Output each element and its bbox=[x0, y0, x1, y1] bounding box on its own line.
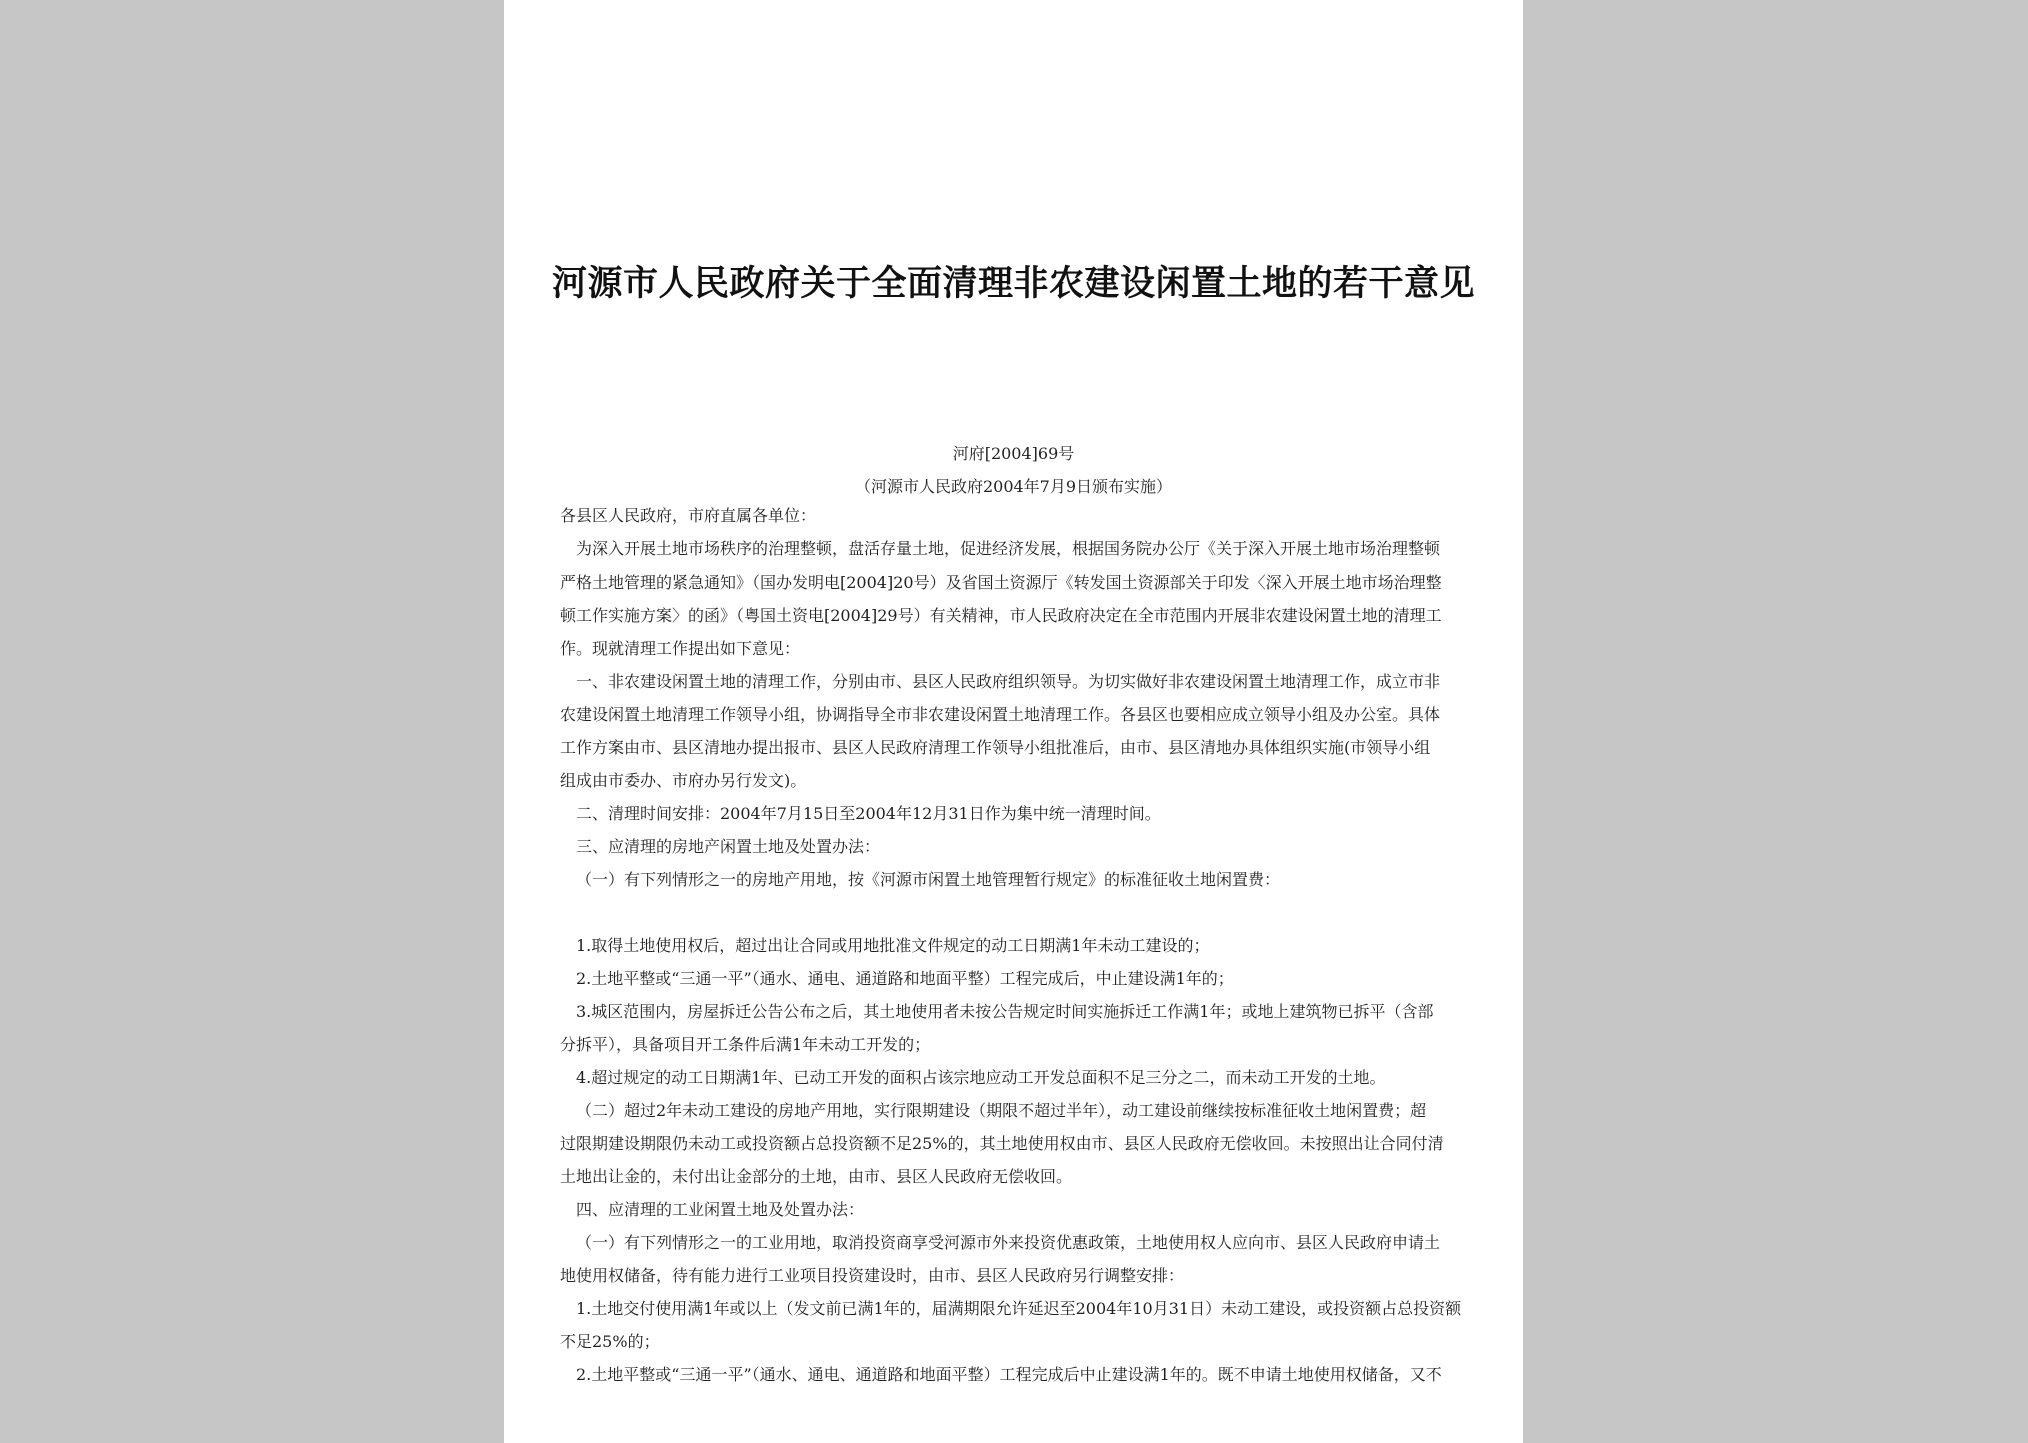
salutation-line: 各县区人民政府，市府直属各单位： bbox=[560, 506, 817, 525]
body-line: 二、清理时间安排：2004年7月15日至2004年12月31日作为集中统一清理时间。 bbox=[576, 804, 1161, 823]
body-line: 2.土地平整或“三通一平”（通水、通电、通道路和地面平整）工程完成后，中止建设满1年的； bbox=[576, 969, 1234, 988]
body-line: 地使用权储备，待有能力进行工业项目投资建设时，由市、县区人民政府另行调整安排： bbox=[560, 1266, 1185, 1285]
body-line: 组成由市委办、市府办另行发文)。 bbox=[560, 771, 807, 790]
document-page bbox=[504, 0, 1523, 1443]
body-line: 2.土地平整或“三通一平”（通水、通电、通道路和地面平整）工程完成后中止建设满1年的。既不申请土地使用权储备，又不 bbox=[576, 1365, 1442, 1384]
body-line: 工作方案由市、县区清地办提出报市、县区人民政府清理工作领导小组批准后，由市、县区清地办具体组织实施(市领导小组 bbox=[560, 738, 1431, 757]
issue-note: （河源市人民政府2004年7月9日颁布实施） bbox=[854, 477, 1173, 496]
document-title: 河源市人民政府关于全面清理非农建设闲置土地的若干意见 bbox=[551, 263, 1475, 304]
body-line: （二）超过2年未动工建设的房地产用地，实行限期建设（期限不超过半年），动工建设前继续按标准征收土地闲置费；超 bbox=[576, 1101, 1427, 1120]
body-line: 4.超过规定的动工日期满1年、已动工开发的面积占该宗地应动工开发总面积不足三分之二，而未动工开发的土地。 bbox=[576, 1068, 1386, 1087]
body-line: 三、应清理的房地产闲置土地及处置办法： bbox=[576, 837, 881, 856]
body-line: 1.土地交付使用满1年或以上（发文前已满1年的，届满期限允许延迟至2004年10月31日）未动工建设，或投资额占总投资额 bbox=[576, 1299, 1462, 1318]
body-line: （一）有下列情形之一的房地产用地，按《河源市闲置土地管理暂行规定》的标准征收土地闲置费： bbox=[576, 870, 1281, 889]
body-line: 一、非农建设闲置土地的清理工作，分别由市、县区人民政府组织领导。为切实做好非农建设闲置土地清理工作，成立市非 bbox=[576, 672, 1441, 691]
body-line: 1.取得土地使用权后，超过出让合同或用地批准文件规定的动工日期满1年未动工建设的； bbox=[576, 936, 1210, 955]
body-line: 四、应清理的工业闲置土地及处置办法： bbox=[576, 1200, 865, 1219]
body-line: 分拆平），具备项目开工条件后满1年未动工开发的； bbox=[560, 1035, 931, 1054]
body-line: 农建设闲置土地清理工作领导小组，协调指导全市非农建设闲置土地清理工作。各县区也要相应成立领导小组及办公室。具体 bbox=[560, 705, 1441, 724]
body-line: 为深入开展土地市场秩序的治理整顿，盘活存量土地，促进经济发展，根据国务院办公厅《关于深入开展土地市场治理整顿 bbox=[576, 539, 1441, 558]
body-line: 土地出让金的，未付出让金部分的土地，由市、县区人民政府无偿收回。 bbox=[560, 1167, 1073, 1186]
body-line: 过限期建设期限仍未动工或投资额占总投资额不足25%的，其土地使用权由市、县区人民政府无偿收回。未按照出让合同付清 bbox=[560, 1134, 1444, 1153]
document-number: 河府[2004]69号 bbox=[952, 444, 1075, 463]
body-line: 顿工作实施方案〉的函》（粤国土资电[2004]29号）有关精神，市人民政府决定在全市范围内开展非农建设闲置土地的清理工 bbox=[560, 606, 1442, 625]
body-line: 作。现就清理工作提出如下意见： bbox=[560, 639, 801, 658]
body-line: 3.城区范围内，房屋拆迁公告公布之后，其土地使用者未按公告规定时间实施拆迁工作满1年；或地上建筑物已拆平（含部 bbox=[576, 1002, 1434, 1021]
body-line: 不足25%的； bbox=[560, 1332, 660, 1351]
body-line: 严格土地管理的紧急通知》（国办发明电[2004]20号）及省国土资源厅《转发国土资源部关于印发〈深入开展土地市场治理整 bbox=[560, 573, 1442, 592]
body-line: （一）有下列情形之一的工业用地，取消投资商享受河源市外来投资优惠政策，土地使用权人应向市、县区人民政府申请土 bbox=[576, 1233, 1441, 1252]
